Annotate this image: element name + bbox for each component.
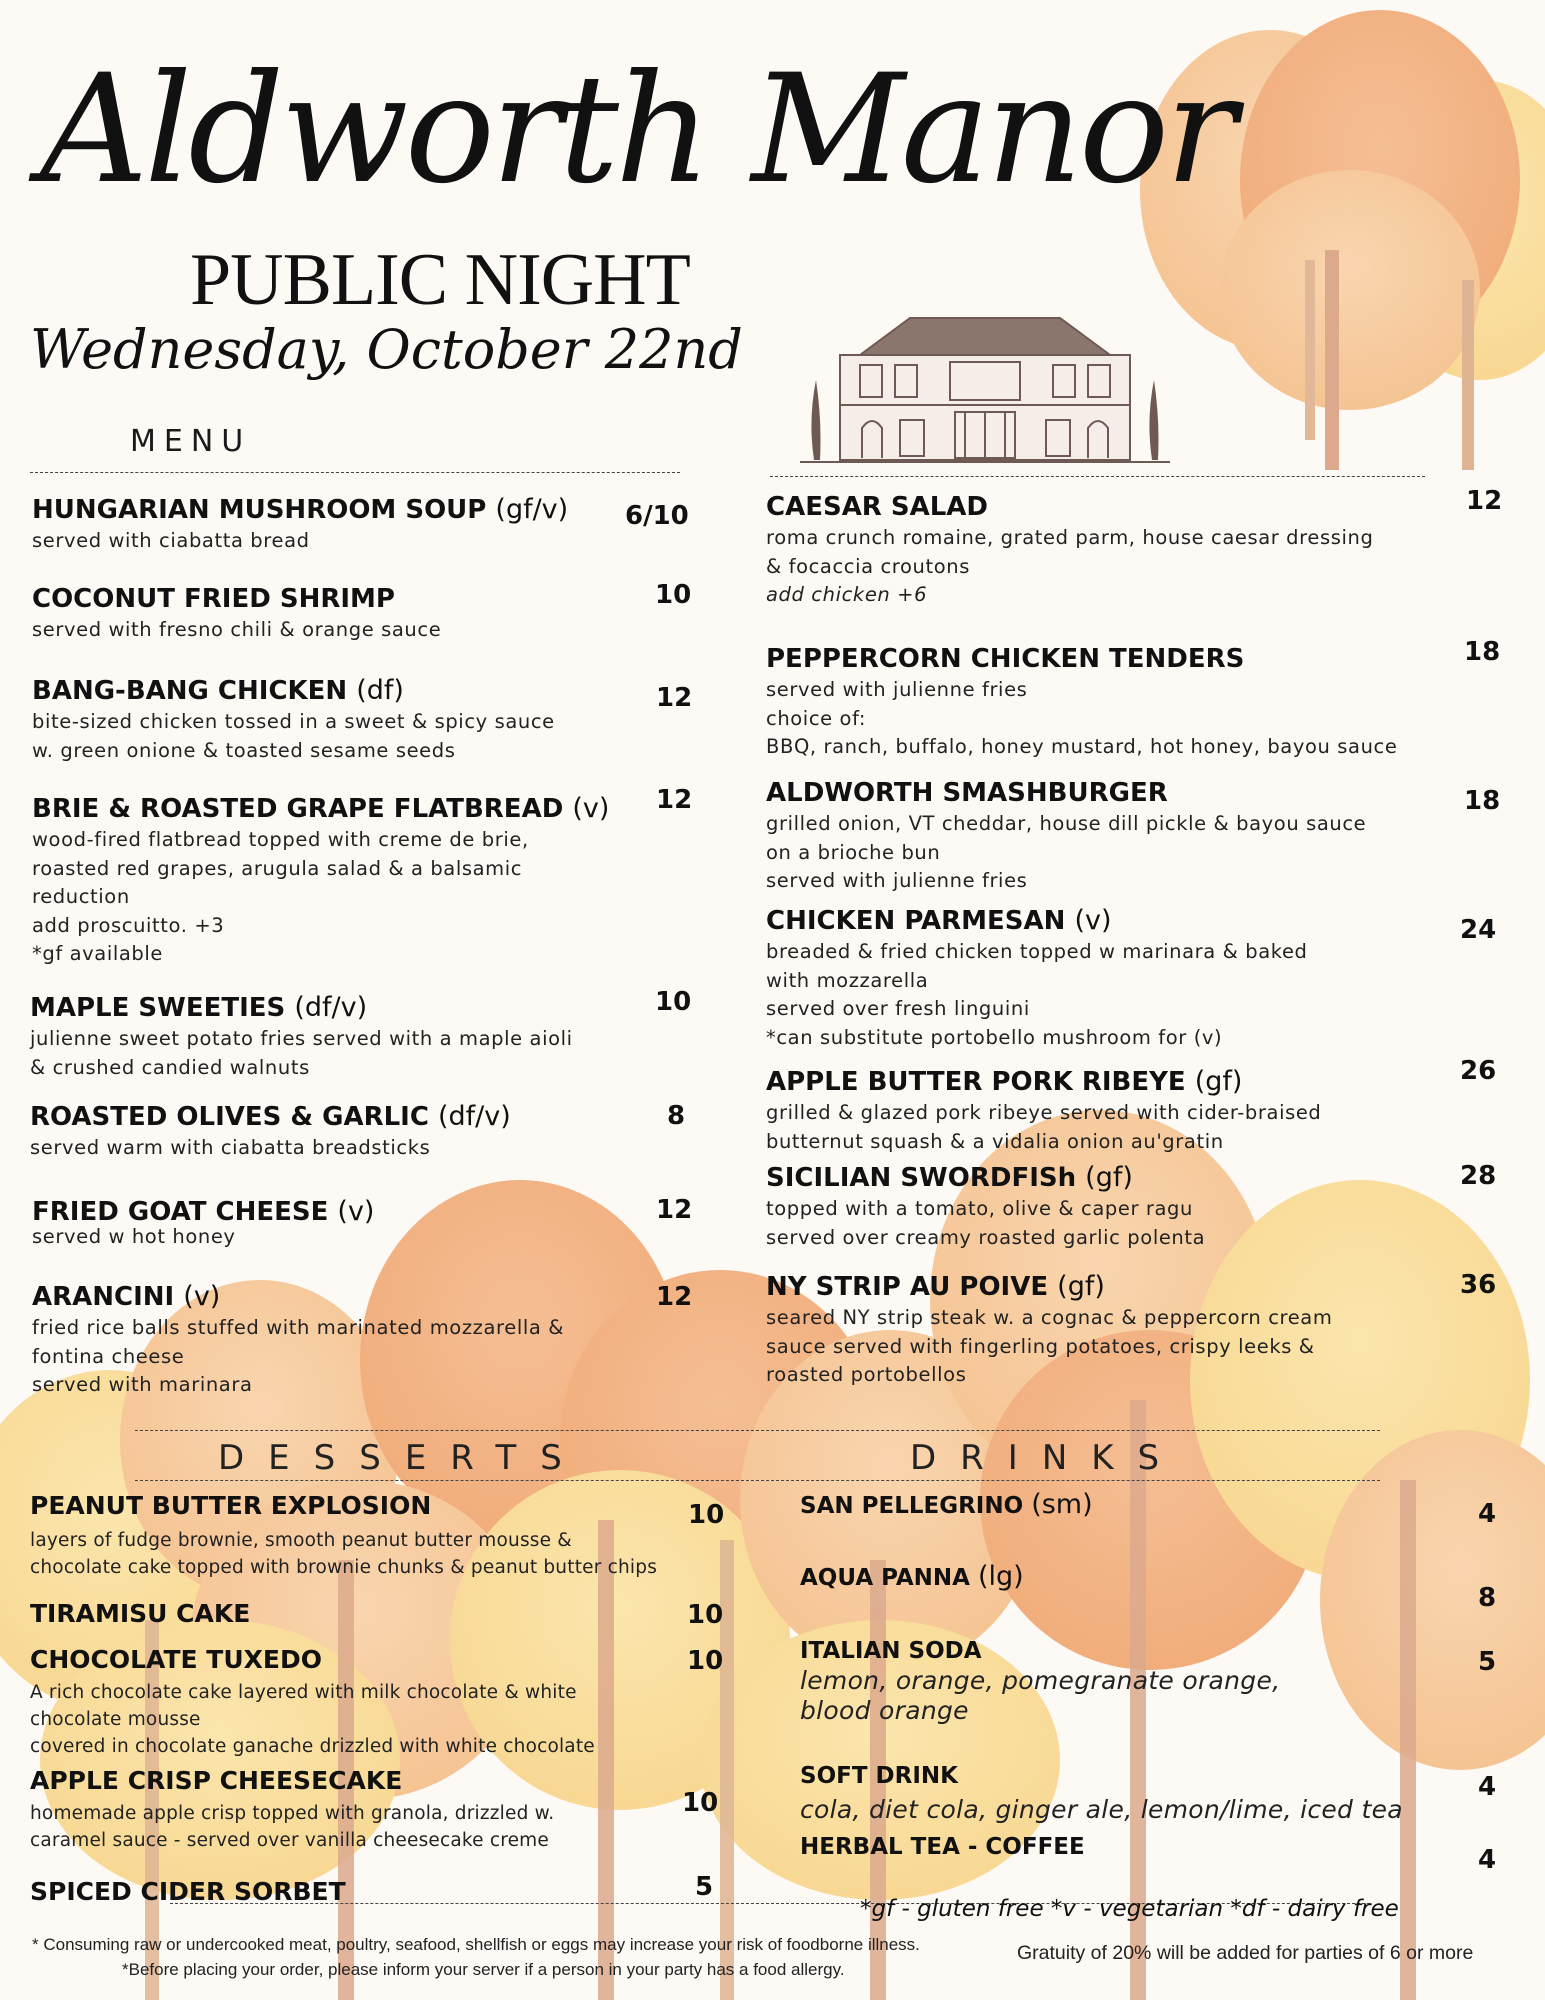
dessert-item xyxy=(30,1764,730,1854)
menu-item xyxy=(766,776,1466,896)
item-price: 24 xyxy=(1460,915,1497,945)
item-price: 8 xyxy=(667,1101,686,1131)
item-description: bite-sized chicken tossed in a sweet & spicy sauce xyxy=(32,710,555,733)
item-description: caramel sauce - served over vanilla cheesecake creme xyxy=(30,1830,549,1851)
item-price: 28 xyxy=(1460,1161,1497,1191)
menu-item xyxy=(32,674,652,765)
item-name: APPLE CRISP CHEESECAKE xyxy=(30,1766,403,1795)
item-description: served over fresh linguini xyxy=(766,997,1030,1020)
item-description: grilled & glazed pork ribeye served with cider-braised xyxy=(766,1101,1322,1124)
item-name: COCONUT FRIED SHRIMP xyxy=(32,584,395,614)
item-price: 10 xyxy=(687,1646,724,1676)
item-description: add proscuitto. +3 xyxy=(32,913,225,937)
item-price: 4 xyxy=(1478,1845,1497,1875)
item-description: roasted portobellos xyxy=(766,1363,967,1386)
menu-item xyxy=(766,1161,1466,1252)
item-description: served with marinara xyxy=(32,1373,253,1396)
item-tag: (df/v) xyxy=(294,992,368,1023)
item-price: 10 xyxy=(655,580,692,610)
item-tag: (gf) xyxy=(1085,1162,1133,1193)
item-name: PEANUT BUTTER EXPLOSION xyxy=(30,1491,432,1520)
item-description: reduction xyxy=(32,885,130,908)
item-name: ITALIAN SODA xyxy=(800,1638,982,1664)
dietary-legend: *gf - gluten free *v - vegetarian *df - dairy free xyxy=(860,1896,1399,1922)
item-description: BBQ, ranch, buffalo, honey mustard, hot honey, bayou sauce xyxy=(766,735,1398,758)
item-name: ROASTED OLIVES & GARLIC xyxy=(30,1102,429,1132)
divider xyxy=(770,476,1425,477)
item-description: covered in chocolate ganache drizzled with white chocolate xyxy=(30,1736,595,1757)
item-price: 12 xyxy=(656,683,693,713)
item-description: A rich chocolate cake layered with milk chocolate & white xyxy=(30,1682,577,1703)
item-tag: (v) xyxy=(337,1196,375,1227)
item-name: SICILIAN SWORDFISh xyxy=(766,1163,1077,1193)
menu-item xyxy=(766,490,1466,610)
item-description: w. green onione & toasted sesame seeds xyxy=(32,738,456,762)
item-name: CHOCOLATE TUXEDO xyxy=(30,1645,323,1674)
item-name: HERBAL TEA - COFFEE xyxy=(800,1834,1085,1860)
item-price: 12 xyxy=(656,1282,693,1312)
item-description: served w hot honey xyxy=(32,1225,236,1248)
event-subtitle: PUBLIC NIGHT xyxy=(190,239,690,321)
item-name: TIRAMISU CAKE xyxy=(30,1599,251,1628)
item-description: wood-fired flatbread topped with creme de brie, xyxy=(32,828,529,851)
divider xyxy=(135,1430,1380,1431)
drink-item xyxy=(800,1636,1440,1726)
item-tag: (df) xyxy=(356,675,404,706)
item-description: served over creamy roasted garlic polenta xyxy=(766,1225,1206,1249)
desserts-heading: DESSERTS xyxy=(218,1438,586,1478)
item-price: 36 xyxy=(1460,1270,1497,1300)
drinks-heading: DRINKS xyxy=(910,1438,1184,1478)
drink-item xyxy=(800,1562,1400,1593)
divider xyxy=(135,1480,1380,1481)
item-tag: (df/v) xyxy=(438,1101,511,1132)
item-description: julienne sweet potato fries served with a maple aioli xyxy=(30,1027,573,1050)
item-price: 26 xyxy=(1460,1056,1497,1086)
drink-item xyxy=(800,1832,1400,1862)
item-description: topped with a tomato, olive & caper ragu xyxy=(766,1197,1193,1220)
item-tag: (gf) xyxy=(1057,1271,1105,1302)
menu-item xyxy=(32,792,652,969)
menu-item xyxy=(32,1195,652,1252)
item-name: APPLE BUTTER PORK RIBEYE xyxy=(766,1067,1186,1097)
item-price: 4 xyxy=(1478,1499,1497,1529)
item-price: 10 xyxy=(655,987,692,1017)
item-price: 5 xyxy=(695,1872,714,1902)
item-tag: (v) xyxy=(183,1281,221,1312)
item-name: PEPPERCORN CHICKEN TENDERS xyxy=(766,644,1245,674)
item-price: 6/10 xyxy=(625,501,689,531)
item-description: roasted red grapes, arugula salad & a balsamic xyxy=(32,856,523,880)
item-price: 10 xyxy=(687,1600,724,1630)
item-tag: (sm) xyxy=(1031,1489,1093,1520)
item-description: seared NY strip steak w. a cognac & peppercorn cream xyxy=(766,1306,1333,1329)
item-description: served warm with ciabatta breadsticks xyxy=(30,1136,431,1159)
menu-item xyxy=(30,1100,650,1163)
item-price: 4 xyxy=(1478,1772,1497,1802)
item-tag: (v) xyxy=(1074,905,1112,936)
drink-item xyxy=(800,1761,1500,1825)
menu-item xyxy=(32,1280,672,1400)
item-description: lemon, orange, pomegranate orange, xyxy=(800,1666,1281,1695)
item-description: homemade apple crisp topped with granola, drizzled w. xyxy=(30,1803,555,1824)
menu-item xyxy=(766,904,1466,1052)
item-price: 10 xyxy=(682,1788,719,1818)
menu-item xyxy=(32,493,652,556)
item-name: SOFT DRINK xyxy=(800,1763,958,1789)
dessert-item xyxy=(30,1643,730,1760)
item-description: chocolate cake topped with brownie chunks & peanut butter chips xyxy=(30,1557,658,1578)
item-name: MAPLE SWEETIES xyxy=(30,993,286,1023)
item-tag: (v) xyxy=(572,793,610,824)
item-price: 12 xyxy=(656,785,693,815)
item-price: 12 xyxy=(1466,486,1503,516)
item-name: NY STRIP AU POIVE xyxy=(766,1272,1049,1302)
item-description: add chicken +6 xyxy=(766,583,928,606)
item-name: ARANCINI xyxy=(32,1282,175,1312)
item-price: 10 xyxy=(688,1500,725,1530)
item-description: roma crunch romaine, grated parm, house caesar dressing xyxy=(766,526,1374,549)
item-description: fried rice balls stuffed with marinated mozzarella & xyxy=(32,1316,565,1339)
menu-item xyxy=(766,1065,1466,1156)
item-description: & crushed candied walnuts xyxy=(30,1055,310,1079)
dessert-item xyxy=(30,1875,630,1909)
item-name: SPICED CIDER SORBET xyxy=(30,1877,346,1906)
item-description: sauce served with fingerling potatoes, crispy leeks & xyxy=(766,1334,1315,1358)
item-name: CAESAR SALAD xyxy=(766,492,989,522)
item-description: on a brioche bun xyxy=(766,840,941,864)
menu-heading: MENU xyxy=(130,424,252,459)
item-description: grilled onion, VT cheddar, house dill pickle & bayou sauce xyxy=(766,812,1367,835)
item-description: breaded & fried chicken topped w marinara & baked xyxy=(766,940,1308,963)
item-description: choice of: xyxy=(766,706,867,730)
item-name: ALDWORTH SMASHBURGER xyxy=(766,778,1168,808)
item-name: BANG-BANG CHICKEN xyxy=(32,676,348,706)
drink-item xyxy=(800,1490,1400,1521)
item-description: chocolate mousse xyxy=(30,1709,201,1730)
item-description: layers of fudge brownie, smooth peanut butter mousse & xyxy=(30,1530,572,1551)
item-price: 12 xyxy=(656,1195,693,1225)
item-description: served with ciabatta bread xyxy=(32,529,310,552)
item-description: butternut squash & a vidalia onion au'gratin xyxy=(766,1129,1224,1153)
item-price: 18 xyxy=(1464,637,1501,667)
item-description: served with julienne fries xyxy=(766,678,1028,701)
item-description: *can substitute portobello mushroom for (v) xyxy=(766,1025,1223,1049)
item-name: BRIE & ROASTED GRAPE FLATBREAD xyxy=(32,794,564,824)
item-description: & focaccia croutons xyxy=(766,554,970,578)
allergy-note: *Before placing your order, please inform your server if a person in your party has a food allergy. xyxy=(122,1960,845,1979)
item-price: 5 xyxy=(1478,1647,1497,1677)
item-description: with mozzarella xyxy=(766,968,929,992)
menu-item xyxy=(32,582,652,645)
item-price: 18 xyxy=(1464,786,1501,816)
item-name: CHICKEN PARMESAN xyxy=(766,906,1066,936)
divider xyxy=(30,472,680,473)
item-name: FRIED GOAT CHEESE xyxy=(32,1197,329,1227)
item-name: SAN PELLEGRINO xyxy=(800,1493,1024,1519)
event-date: Wednesday, October 22nd xyxy=(30,318,743,381)
gratuity-note: Gratuity of 20% will be added for parties of 6 or more xyxy=(1017,1942,1474,1964)
item-price: 8 xyxy=(1478,1583,1497,1613)
menu-item xyxy=(766,642,1486,762)
dessert-item xyxy=(30,1597,630,1631)
item-description: blood orange xyxy=(800,1696,969,1725)
item-description: fontina cheese xyxy=(32,1344,185,1368)
item-tag: (gf/v) xyxy=(495,494,569,525)
item-tag: (lg) xyxy=(978,1561,1024,1592)
menu-item xyxy=(30,991,670,1082)
foodborne-illness-note: * Consuming raw or undercooked meat, poultry, seafood, shellfish or eggs may increase your risk of foodborne illness. xyxy=(32,1935,920,1954)
dessert-item xyxy=(30,1489,730,1581)
item-tag: (gf) xyxy=(1194,1066,1243,1097)
manor-house-icon xyxy=(800,310,1170,470)
item-description: *gf available xyxy=(32,942,164,965)
item-name: AQUA PANNA xyxy=(800,1565,970,1591)
menu-item xyxy=(766,1270,1466,1390)
venue-title: Aldworth Manor xyxy=(40,43,1233,217)
item-description: cola, diet cola, ginger ale, lemon/lime, iced tea xyxy=(800,1795,1403,1824)
item-description: served with fresno chili & orange sauce xyxy=(32,618,442,641)
item-name: HUNGARIAN MUSHROOM SOUP xyxy=(32,495,487,525)
item-description: served with julienne fries xyxy=(766,869,1028,892)
